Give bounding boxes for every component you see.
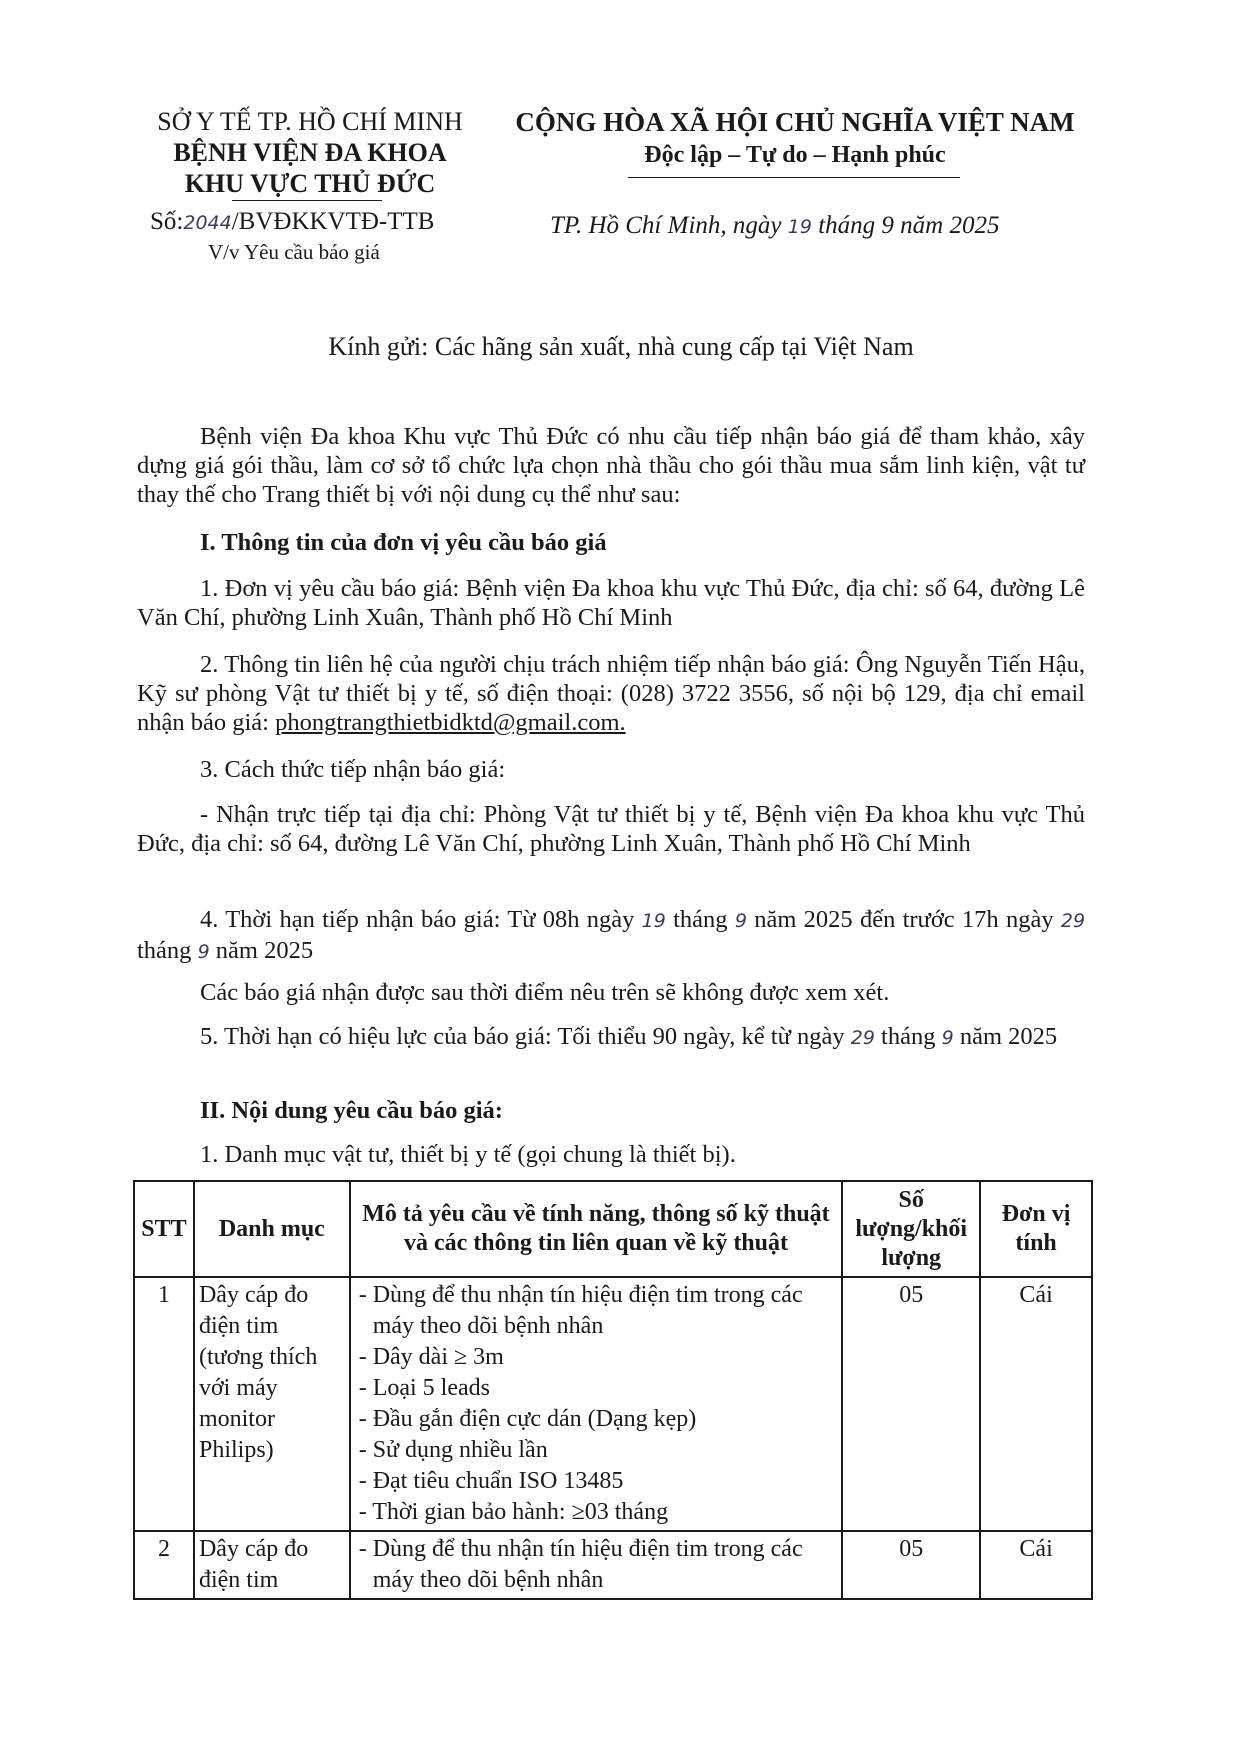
reference-number: [150, 208, 434, 236]
equipment-table: [133, 1180, 1093, 1600]
item-5-part-a: 5. Thời hạn có hiệu lực của báo giá: Tối thiểu 90 ngày, kể từ ngày: [200, 1023, 845, 1050]
item-3-detail-text: - Nhận trực tiếp tại địa chỉ: Phòng Vật tư thiết bị y tế, Bệnh viện Đa khoa khu vực Thủ Đức, địa chỉ: số 64, đường Lê Văn Chí, phường Linh Xuân, Thành phố Hồ Chí Minh: [137, 801, 1085, 857]
header-name: Danh mục: [194, 1181, 350, 1277]
subject-line: V/v Yêu cầu báo giá: [208, 240, 380, 264]
item-4-part-e: năm 2025: [215, 937, 314, 964]
desc-line: - Đạt tiêu chuẩn ISO 13485: [358, 1468, 624, 1494]
row-name: Dây cáp đo điện tim: [194, 1531, 350, 1599]
table-header-row: [134, 1181, 1092, 1277]
section-1-item-3-detail: [137, 800, 1085, 858]
ref-prefix: Số:: [150, 208, 184, 235]
row-name: Dây cáp đo điện tim (tương thích với máy monitor Philips): [194, 1277, 350, 1531]
ref-handwritten-number: 2044: [183, 212, 232, 234]
intro-paragraph: [137, 422, 1085, 509]
item-4-month-2: 9: [197, 941, 210, 963]
org-line-1: SỞ Y TẾ TP. HỒ CHÍ MINH: [157, 107, 463, 136]
item-4-text: [137, 905, 1085, 967]
item-4-day-1: 19: [641, 910, 666, 932]
header-unit: Đơn vị tính: [980, 1181, 1092, 1277]
org-line-3: KHU VỰC THỦ ĐỨC: [184, 169, 436, 198]
section-1-item-1: [137, 574, 1085, 632]
row-stt: 1: [134, 1277, 194, 1531]
recipient-line: Kính gửi: Các hãng sản xuất, nhà cung cấp tại Việt Nam: [328, 332, 914, 361]
national-motto: Độc lập – Tự do – Hạnh phúc: [644, 142, 946, 168]
country-title: CỘNG HÒA XÃ HỘI CHỦ NGHĨA VIỆT NAM: [515, 107, 1075, 137]
item-4-part-b: tháng: [673, 906, 728, 933]
item-5-day: 29: [850, 1027, 875, 1049]
row-unit: Cái: [980, 1531, 1092, 1599]
national-header: [510, 106, 1080, 172]
table-row: [134, 1531, 1092, 1599]
item-5-part-b: tháng: [881, 1023, 936, 1050]
contact-email-link[interactable]: phongtrangthietbidktd@gmail.com.: [275, 709, 626, 736]
item-3-text: 3. Cách thức tiếp nhận báo giá:: [200, 756, 506, 783]
item-4-day-2: 29: [1060, 910, 1086, 932]
desc-line: - Dùng để thu nhận tín hiệu điện tim trong các máy theo dõi bệnh nhân: [358, 1536, 803, 1593]
item-4-part-a: 4. Thời hạn tiếp nhận báo giá: Từ 08h ngày: [200, 906, 635, 933]
item-5-text: [137, 1022, 1085, 1053]
date-suffix: tháng 9 năm 2025: [818, 212, 1000, 239]
desc-line: - Dùng để thu nhận tín hiệu điện tim trong các máy theo dõi bệnh nhân: [358, 1282, 803, 1339]
desc-line: - Loại 5 leads: [358, 1375, 490, 1401]
section-1-title: I. Thông tin của đơn vị yêu cầu báo giá: [200, 529, 607, 556]
org-line-2: BỆNH VIỆN ĐA KHOA: [173, 138, 447, 167]
late-submission-note: [137, 978, 1085, 1007]
motto-underline: [628, 177, 960, 178]
section-2: [137, 1096, 1085, 1125]
ref-suffix: /BVĐKKVTĐ-TTB: [231, 208, 435, 235]
table-row: [134, 1277, 1092, 1531]
section-1: [137, 528, 1085, 557]
header-quantity: Số lượng/khối lượng: [842, 1181, 980, 1277]
desc-line: - Sử dụng nhiều lần: [358, 1437, 548, 1463]
item-2-text: [137, 650, 1085, 737]
date-day-handwritten: 19: [787, 216, 812, 238]
desc-line: - Đầu gắn điện cực dán (Dạng kẹp): [358, 1406, 697, 1432]
desc-line: - Dây dài ≥ 3m: [358, 1344, 504, 1370]
header-stt: STT: [134, 1181, 194, 1277]
date-line: [550, 212, 999, 240]
item-4-part-d: tháng: [137, 937, 192, 964]
row-stt: 2: [134, 1531, 194, 1599]
section-2-item-1: [137, 1140, 1085, 1169]
issuing-org-header: [130, 106, 490, 199]
row-description: [350, 1277, 843, 1531]
org-underline: [232, 200, 382, 201]
section-2-item-1-text: 1. Danh mục vật tư, thiết bị y tế (gọi chung là thiết bị).: [200, 1141, 736, 1168]
section-1-item-2: [137, 650, 1085, 737]
section-1-item-5: [137, 1022, 1085, 1053]
item-5-part-c: năm 2025: [959, 1023, 1058, 1050]
section-2-title: II. Nội dung yêu cầu báo giá:: [200, 1097, 503, 1124]
section-1-item-3: [137, 755, 1085, 784]
item-1-text: 1. Đơn vị yêu cầu báo giá: Bệnh viện Đa khoa khu vực Thủ Đức, địa chỉ: số 64, đường Lê Văn Chí, phường Linh Xuân, Thành phố Hồ Chí Minh: [137, 575, 1085, 631]
row-quantity: 05: [842, 1277, 980, 1531]
item-4-month-1: 9: [734, 910, 747, 932]
intro-text: Bệnh viện Đa khoa Khu vực Thủ Đức có nhu cầu tiếp nhận báo giá để tham khảo, xây dựng giá gói thầu, làm cơ sở tổ chức lựa chọn nhà thầu cho gói thầu mua sắm linh kiện, vật tư thay thế cho Trang thiết bị với nội dung cụ thể như sau:: [137, 423, 1085, 508]
item-2-body: 2. Thông tin liên hệ của người chịu trách nhiệm tiếp nhận báo giá: Ông Nguyễn Tiến Hậu, Kỹ sư phòng Vật tư thiết bị y tế, số điện thoại: (028) 3722 3556, số nội bộ 129, địa chỉ email nhận báo giá:: [137, 651, 1085, 736]
desc-line: - Thời gian bảo hành: ≥03 tháng: [358, 1499, 669, 1525]
note-text: Các báo giá nhận được sau thời điểm nêu trên sẽ không được xem xét.: [200, 979, 890, 1006]
item-5-month: 9: [941, 1027, 954, 1049]
header-description: Mô tả yêu cầu về tính năng, thông số kỹ thuật và các thông tin liên quan về kỹ thuật: [350, 1181, 843, 1277]
row-quantity: 05: [842, 1531, 980, 1599]
item-4-part-c: năm 2025 đến trước 17h ngày: [754, 906, 1054, 933]
row-unit: Cái: [980, 1277, 1092, 1531]
row-description: [350, 1531, 843, 1599]
date-prefix: TP. Hồ Chí Minh, ngày: [550, 212, 782, 239]
section-1-item-4: [137, 905, 1085, 967]
